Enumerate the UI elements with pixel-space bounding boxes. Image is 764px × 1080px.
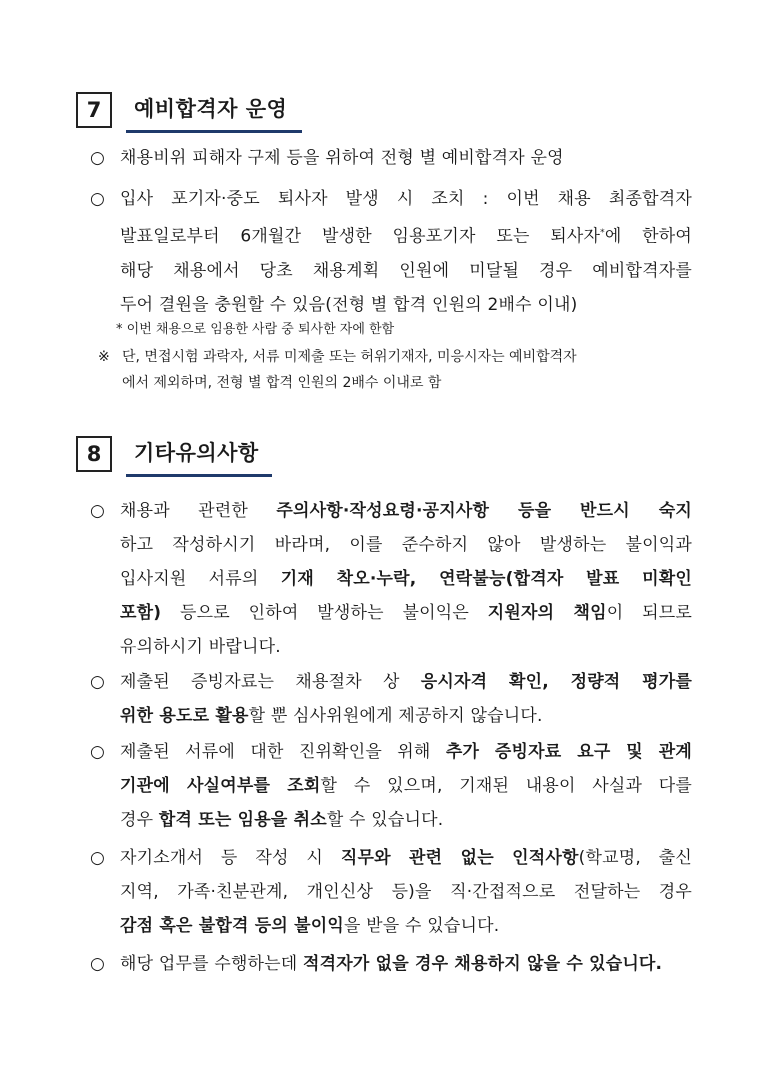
text-line xyxy=(120,803,692,837)
text-segment: 할 수 있습니다. xyxy=(326,810,444,830)
text-line xyxy=(120,735,692,769)
paragraph xyxy=(120,494,692,664)
section-title: 예비합격자 운영 xyxy=(134,97,288,121)
text-line xyxy=(120,841,692,875)
section-title: 기타유의사항 xyxy=(134,441,259,465)
text-line xyxy=(120,947,692,981)
text-line xyxy=(120,909,692,943)
text-segment: (학교명, 출신 xyxy=(578,848,692,868)
text-line: 지역, 가족·친분관계, 개인신상 등)을 직·간접적으로 전달하는 경우 xyxy=(120,882,692,902)
text-line xyxy=(120,665,692,699)
text-segment: 할 뿐 심사위원에게 제공하지 않습니다. xyxy=(248,706,543,726)
text-line xyxy=(120,494,692,528)
text-line xyxy=(120,216,692,254)
section-8-header xyxy=(76,436,316,476)
bullet: ○ xyxy=(90,848,105,868)
bold-text: 추가 증빙자료 요구 및 관계 xyxy=(445,742,692,762)
text-line: 해당 채용에서 당초 채용계획 인원에 미달될 경우 예비합격자를 xyxy=(120,260,692,281)
note-mark: ※ xyxy=(98,349,110,365)
bullet: ○ xyxy=(90,954,105,974)
section-underline xyxy=(126,130,302,133)
text-segment: 해당 업무를 수행하는데 xyxy=(120,954,304,974)
bold-text: 감점 혹은 불합격 등의 불이익 xyxy=(120,916,344,936)
text-line xyxy=(120,596,692,630)
bullet: ○ xyxy=(90,501,105,521)
text-line: 하고 작성하시기 바라며, 이를 준수하지 않아 발생하는 불이익과 xyxy=(120,535,692,555)
footnote: * 이번 채용으로 임용한 사람 중 퇴사한 자에 한함 xyxy=(116,322,395,337)
text-segment: 경우 xyxy=(120,810,159,830)
text-segment: 을 받을 수 있습니다. xyxy=(343,916,500,936)
text-segment: 이 되므로 xyxy=(606,603,692,623)
text-segment: 자기소개서 등 작성 시 xyxy=(120,848,341,868)
paragraph xyxy=(120,141,692,175)
bold-text: 위한 용도로 활용 xyxy=(120,706,249,726)
section-number-box: 7 xyxy=(76,92,112,128)
text-line xyxy=(120,699,692,733)
text-line: 채용비위 피해자 구제 등을 위하여 전형 별 예비합격자 운영 xyxy=(120,148,564,168)
bold-text: 지원자의 책임 xyxy=(487,603,607,623)
text-line: 에서 제외하며, 전형 별 합격 인원의 2배수 이내로 함 xyxy=(122,375,442,391)
text-line xyxy=(120,769,692,803)
paragraph xyxy=(120,841,692,943)
text-segment: 제출된 증빙자료는 채용절차 상 xyxy=(120,672,421,692)
bold-text: 적격자가 없을 경우 채용하지 않을 수 있습니다. xyxy=(303,954,663,974)
text-segment: 등으로 인하여 발생하는 불이익은 xyxy=(161,603,488,623)
text-segment: 할 수 있으며, 기재된 내용이 사실과 다를 xyxy=(320,776,692,796)
bullet: ○ xyxy=(90,742,105,762)
footnote-marker: * xyxy=(600,228,605,238)
bold-text: 기재 착오·누락, 연락불능(합격자 발표 미확인 xyxy=(280,569,692,589)
text-line: 두어 결원을 충원할 수 있음(전형 별 합격 인원의 2배수 이내) xyxy=(120,294,578,315)
text-line: 입사 포기자·중도 퇴사자 발생 시 조치 : 이번 채용 최종합격자 xyxy=(120,189,692,209)
text-segment: 입사지원 서류의 xyxy=(120,569,281,589)
paragraph xyxy=(120,947,692,981)
text-line xyxy=(120,562,692,596)
bold-text: 직무와 관련 없는 인적사항 xyxy=(340,848,579,868)
section-underline xyxy=(126,474,272,477)
section-7-header xyxy=(76,92,316,132)
bold-text: 포함) xyxy=(120,603,162,623)
bold-text: 응시자격 확인, 정량적 평가를 xyxy=(420,672,692,692)
text-segment: 발표일로부터 6개월간 발생한 임용포기자 또는 퇴사자 xyxy=(120,226,601,247)
paragraph xyxy=(120,665,692,733)
text-line: 유의하시기 바랍니다. xyxy=(120,637,281,657)
paragraph xyxy=(120,735,692,837)
text-segment: 에 한하여 xyxy=(604,226,693,247)
text-segment: 채용과 관련한 xyxy=(120,501,277,521)
bullet: ○ xyxy=(90,189,105,209)
note-text xyxy=(122,344,694,396)
bullet: ○ xyxy=(90,672,105,692)
paragraph xyxy=(120,182,692,322)
text-line: 단, 면접시험 과락자, 서류 미제출 또는 허위기재자, 미응시자는 예비합격자 xyxy=(122,349,577,365)
text-segment: 제출된 서류에 대한 진위확인을 위해 xyxy=(120,742,446,762)
bold-text: 합격 또는 임용을 취소 xyxy=(158,810,327,830)
bold-text: 주의사항·작성요령·공지사항 등을 반드시 숙지 xyxy=(276,501,692,521)
bold-text: 기관에 사실여부를 조회 xyxy=(120,776,321,796)
section-number-box: 8 xyxy=(76,436,112,472)
bullet: ○ xyxy=(90,148,105,168)
